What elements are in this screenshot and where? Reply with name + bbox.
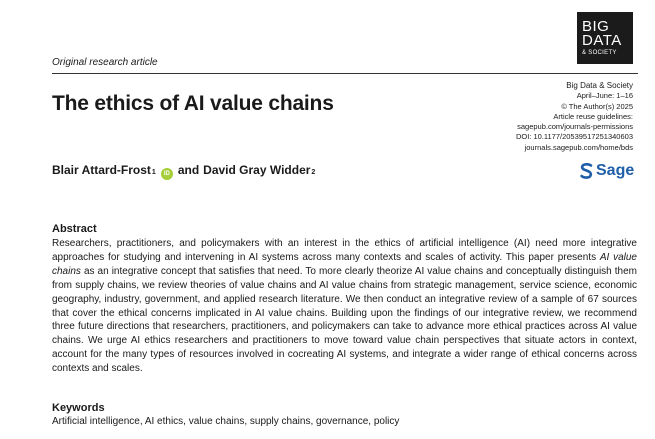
meta-homepage-link[interactable]: journals.sagepub.com/home/bds xyxy=(524,142,633,152)
author-name[interactable]: David Gray Widder xyxy=(203,163,311,177)
author-name[interactable]: Blair Attard-Frost xyxy=(52,163,151,177)
meta-copyright: © The Author(s) 2025 xyxy=(561,101,633,111)
logo-line-1: BIG xyxy=(582,17,610,35)
meta-issue: April–June: 1–16 xyxy=(576,91,633,101)
sage-s-icon xyxy=(580,163,593,179)
publisher-name: Sage xyxy=(596,162,635,179)
abstract-body xyxy=(52,237,637,376)
logo-line-2: DATA xyxy=(582,31,622,49)
meta-permissions-link[interactable]: sagepub.com/journals-permissions xyxy=(517,122,633,132)
abstract-heading: Abstract xyxy=(52,223,97,235)
publisher-logo xyxy=(580,162,634,180)
keywords-heading: Keywords xyxy=(52,402,105,414)
journal-meta xyxy=(516,81,633,153)
abstract-text-part: Researchers, practitioners, and policymakers with an interest in the ethics of artificial intelligence (AI) need more integrative approaches for studying and intervening in AI systems across many contexts and scales of activity. This paper presents xyxy=(52,238,637,263)
meta-journal: Big Data & Society xyxy=(566,81,633,90)
abstract-text-part: as an integrative concept that satisfies that need. To more clearly theorize AI value chains and conceptually distinguish them from supply chains, we review theories of value chains and AI value chains from strategic management, service science, economic geography, industry, government, and applied research literature. We then conduct an integrative review of a sample of 67 sources that cover the ethical concerns implicated in AI value chains. Building upon the findings of our integrative review, we recommend three future directions that researchers, practitioners, and policymakers can take to advance more ethical practices across AI value chains. We urge AI ethics researchers and practitioners to move toward value chain perspectives that situate actors in context, account for the many types of resources involved in cocreating AI systems, and integrate a wider range of ethical concerns across contexts and scales. xyxy=(52,265,637,375)
meta-reuse: Article reuse guidelines: xyxy=(553,111,633,121)
affiliation-marker: 1 xyxy=(151,169,156,176)
abstract-emphasis: AI value chains xyxy=(52,251,637,277)
article-type: Original research article xyxy=(52,57,158,68)
meta-doi[interactable]: DOI: 10.1177/20539517251340603 xyxy=(515,132,633,142)
orcid-icon[interactable]: iD xyxy=(161,168,173,180)
logo-line-3: & SOCIETY xyxy=(582,49,617,56)
author-conjunction: and xyxy=(177,163,200,177)
keywords-list: Artificial intelligence, AI ethics, value chains, supply chains, governance, policy xyxy=(52,416,400,427)
header-rule xyxy=(52,73,638,74)
author-line xyxy=(52,163,315,179)
journal-logo xyxy=(577,12,633,64)
paper-title: The ethics of AI value chains xyxy=(52,92,334,115)
affiliation-marker: 2 xyxy=(311,169,316,176)
